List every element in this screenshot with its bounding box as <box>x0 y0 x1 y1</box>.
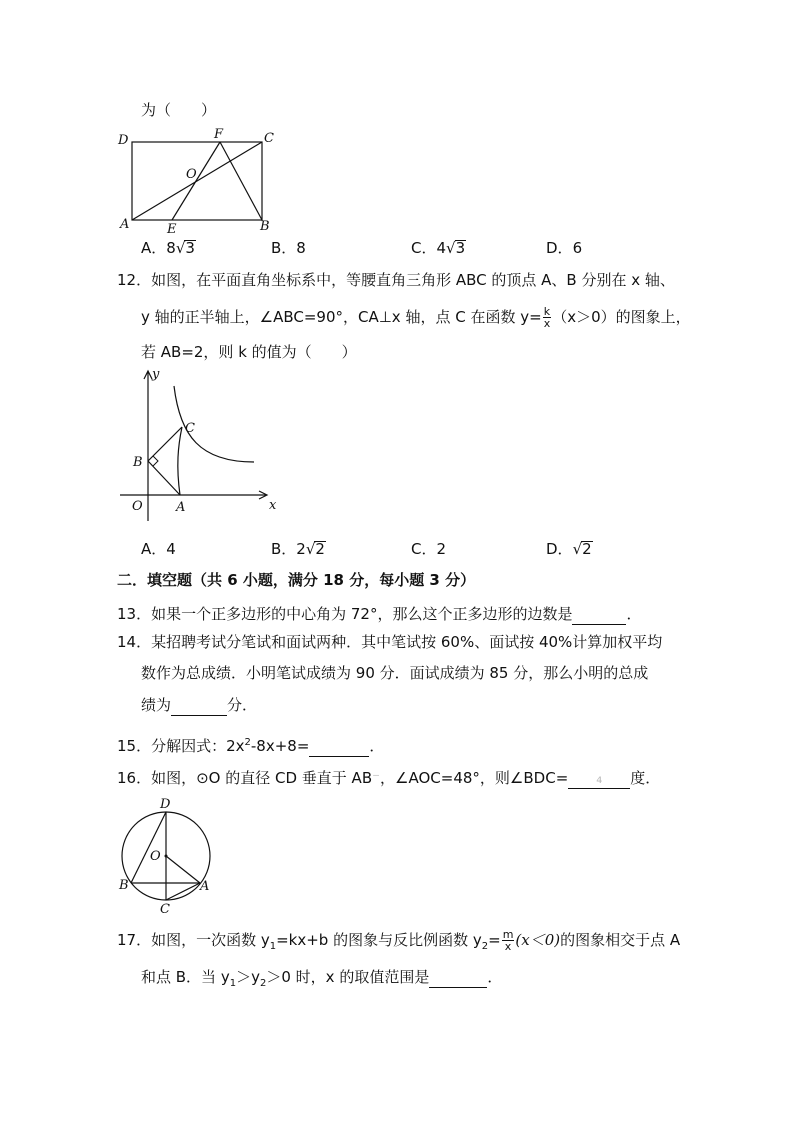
segment-db <box>131 812 166 883</box>
segment-ba <box>148 461 180 495</box>
diagonal-ac <box>132 142 262 220</box>
q12-line3: 若 AB=2，则 k 的值为（ ） <box>141 343 357 361</box>
q11-option-a[interactable]: A．8√3 <box>141 239 195 257</box>
segment-ac <box>166 883 200 900</box>
q16-figure <box>112 792 224 916</box>
label-o: O <box>150 849 161 864</box>
label-c: C <box>185 421 195 436</box>
q12-figure <box>112 366 292 526</box>
q14-line3: 绩为 分． <box>141 696 258 714</box>
sqrt-icon: √ <box>305 540 316 558</box>
answer-blank[interactable] <box>429 967 487 988</box>
label-d: D <box>160 797 171 812</box>
q13: 13．如果一个正多边形的中心角为 72°，那么这个正多边形的边数是 ． <box>117 605 642 623</box>
q11-option-d[interactable]: D．6 <box>546 239 583 257</box>
q17-line1: 17．如图，一次函数 $y_1=kx+b$ 的图象与反比例函数 $y_2=$ $\frac{m}{x}$ (x＜0)的图象相交于点 A <box>117 928 681 953</box>
sqrt-icon: √ <box>572 540 583 558</box>
label-b: B <box>119 878 129 893</box>
sqrt-icon: √ <box>175 239 186 257</box>
q11-option-b[interactable]: B．8 <box>271 239 306 257</box>
label-o: O <box>132 499 143 514</box>
q11-figure <box>112 122 282 237</box>
label-a: A <box>176 500 186 515</box>
answer-blank[interactable]: ₄ <box>568 768 630 789</box>
q14-line1: 14．某招聘考试分笔试和面试两种．其中笔试按 60%、面试按 40%计算加权平均 <box>117 633 663 651</box>
q12-option-c[interactable]: C．2 <box>411 540 447 558</box>
label-b: B <box>260 219 270 234</box>
label-c: C <box>160 902 170 916</box>
segment-oa <box>166 856 200 883</box>
q12-option-d[interactable]: D．√2 <box>546 540 592 558</box>
fraction: $\frac{m}{x}$ <box>502 928 514 953</box>
label-b: B <box>133 455 143 470</box>
segment-fb <box>220 142 262 220</box>
answer-blank[interactable] <box>309 736 369 757</box>
fraction: $\frac{k}{x}$ <box>543 305 551 330</box>
section-heading: 二．填空题（共 6 小题，满分 18 分，每小题 3 分） <box>117 571 476 589</box>
q17-line2: 和点 B．当 $y_1>y_2>0$ 时，x 的取值范围是 ． <box>141 968 503 989</box>
q12-option-a[interactable]: A．4 <box>141 540 176 558</box>
q11-option-c[interactable]: C．4√3 <box>411 239 466 257</box>
segment-ca <box>178 427 182 495</box>
right-angle-mark <box>153 456 158 466</box>
answer-blank[interactable] <box>171 695 227 716</box>
q11-tail: 为（ ） <box>141 101 217 119</box>
sqrt-icon: √ <box>446 239 456 257</box>
q12-option-b[interactable]: B．2√2 <box>271 540 325 558</box>
center-dot <box>165 855 168 858</box>
label-a: A <box>120 217 130 232</box>
q12-line1: 12．如图，在平面直角坐标系中，等腰直角三角形 ABC 的顶点 A、B 分别在 x 轴、 <box>117 271 675 289</box>
label-d: D <box>118 133 129 148</box>
label-x: x <box>269 498 277 513</box>
label-f: F <box>214 127 224 142</box>
label-e: E <box>167 222 177 237</box>
q15: 15．分解因式：$2x^2-8x+8=$ ． <box>117 737 385 755</box>
q16: 16．如图，⊙O 的直径 CD 垂直于 AB⁻，∠AOC=48°，则∠BDC= ₄ 度． <box>117 769 661 787</box>
answer-blank[interactable] <box>572 604 626 625</box>
label-c: C <box>264 131 274 146</box>
label-y: y <box>152 367 160 382</box>
q14-line2: 数作为总成绩．小明笔试成绩为 90 分．面试成绩为 85 分，那么小明的总成 <box>141 664 649 682</box>
q12-line2: y 轴的正半轴上，∠ABC=90°，CA⊥x 轴，点 C 在函数 y= $\frac{k}{x}$ （x＞0）的图象上， <box>141 305 691 330</box>
label-o: O <box>186 167 197 182</box>
label-a: A <box>200 879 210 894</box>
